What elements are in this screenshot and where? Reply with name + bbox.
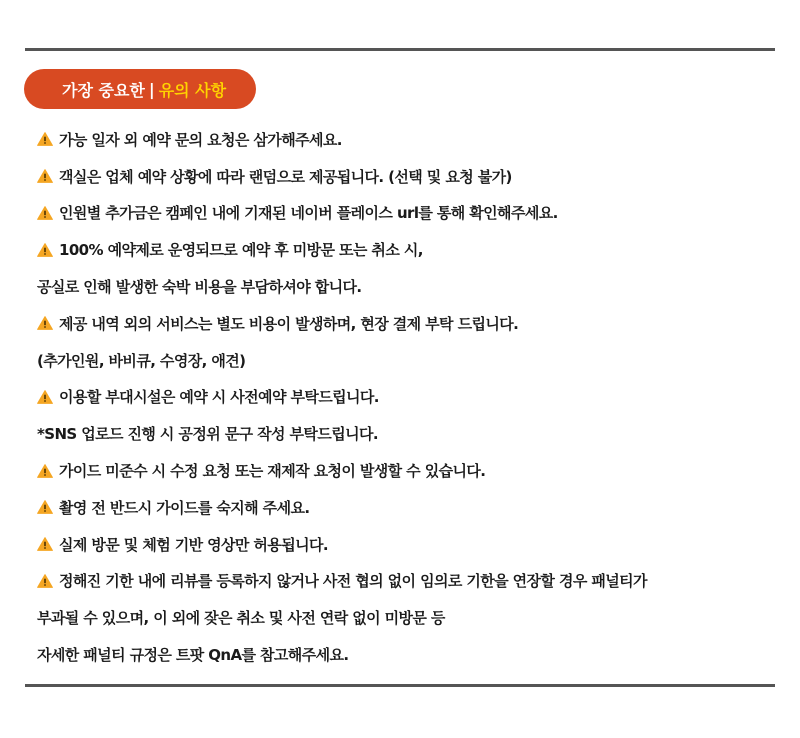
notice-list — [37, 121, 777, 673]
notice-line — [37, 342, 777, 379]
notice-line — [37, 599, 777, 636]
notice-line — [37, 526, 777, 563]
warning-icon — [37, 574, 53, 588]
notice-text: 100% 예약제로 운영되므로 예약 후 미방문 또는 취소 시, — [59, 241, 423, 260]
warning-icon — [37, 537, 53, 551]
warning-icon — [37, 390, 53, 404]
notice-text: 정해진 기한 내에 리뷰를 등록하지 않거나 사전 협의 없이 임의로 기한을 연장할 경우 패널티가 — [59, 572, 647, 591]
notice-line — [37, 305, 777, 342]
notice-line — [37, 268, 777, 305]
warning-icon — [37, 206, 53, 220]
notice-text: (추가인원, 바비큐, 수영장, 애견) — [37, 351, 246, 370]
notice-line — [37, 563, 777, 600]
notice-line — [37, 231, 777, 268]
notice-line — [37, 158, 777, 195]
notice-line — [37, 489, 777, 526]
warning-icon — [37, 132, 53, 146]
title-separator: | — [148, 79, 155, 99]
notice-line — [37, 452, 777, 489]
notice-text: 실제 방문 및 체험 기반 영상만 허용됩니다. — [59, 535, 328, 554]
warning-icon — [37, 243, 53, 257]
notice-line — [37, 636, 777, 673]
notice-text: 가능 일자 외 예약 문의 요청은 삼가해주세요. — [59, 130, 342, 149]
warning-icon — [37, 169, 53, 183]
warning-icon — [37, 464, 53, 478]
notice-text: 제공 내역 외의 서비스는 별도 비용이 발생하며, 현장 결제 부탁 드립니다. — [59, 314, 519, 333]
top-divider — [25, 48, 775, 51]
notice-text: 촬영 전 반드시 가이드를 숙지해 주세요. — [59, 498, 310, 517]
notice-text: 객실은 업체 예약 상황에 따라 랜덤으로 제공됩니다. (선택 및 요청 불가) — [59, 167, 512, 186]
notice-line — [37, 415, 777, 452]
title-prefix: 가장 중요한 — [62, 80, 145, 100]
notice-text: 자세한 패널티 규정은 트팟 QnA를 참고해주세요. — [37, 646, 349, 665]
notice-text: 이용할 부대시설은 예약 시 사전예약 부탁드립니다. — [59, 388, 379, 407]
notice-text: 가이드 미준수 시 수정 요청 또는 재제작 요청이 발생할 수 있습니다. — [59, 462, 486, 481]
title-highlight: 유의 사항 — [158, 80, 227, 100]
notice-text: 부과될 수 있으며, 이 외에 잦은 취소 및 사전 연락 없이 미방문 등 — [37, 609, 445, 628]
notice-text: 인원별 추가금은 캠페인 내에 기재된 네이버 플레이스 url를 통해 확인해주세요. — [59, 204, 558, 223]
warning-icon — [37, 316, 53, 330]
warning-icon — [37, 500, 53, 514]
bottom-divider — [25, 684, 775, 687]
notice-line — [37, 379, 777, 416]
notice-title-pill — [24, 69, 256, 109]
notice-line — [37, 195, 777, 232]
notice-line — [37, 121, 777, 158]
notice-text: *SNS 업로드 진행 시 공정위 문구 작성 부탁드립니다. — [37, 425, 378, 444]
notice-text: 공실로 인해 발생한 숙박 비용을 부담하셔야 합니다. — [37, 278, 362, 297]
